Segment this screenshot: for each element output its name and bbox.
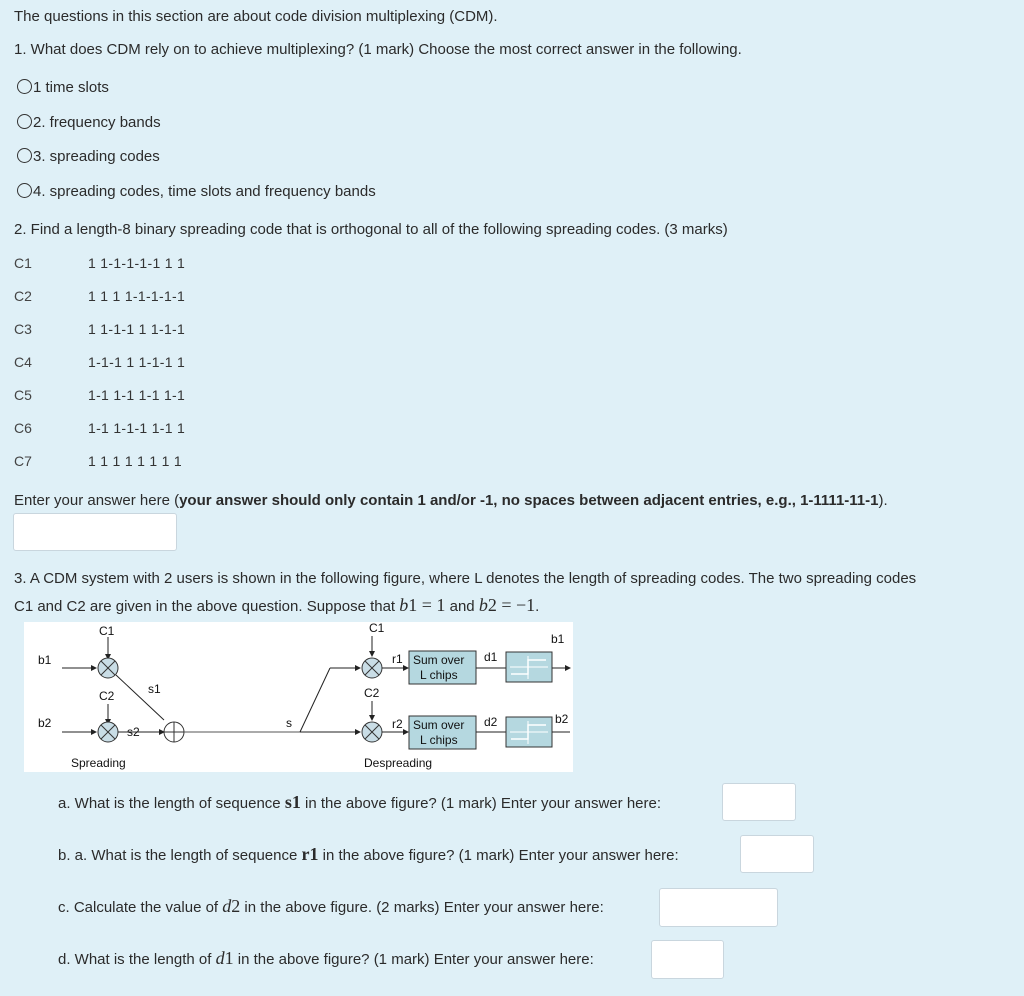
part-c-pre: c. Calculate the value of — [58, 899, 223, 916]
code-label: C2 — [14, 288, 32, 304]
c1-right-label: C1 — [369, 622, 385, 635]
q3b-answer-input[interactable] — [740, 835, 814, 873]
section-intro: The questions in this section are about code division multiplexing (CDM). — [14, 8, 498, 25]
c2-right-label: C2 — [364, 686, 380, 700]
d1-label: d1 — [484, 650, 498, 664]
multiplier-icon — [362, 658, 382, 678]
code-label: C6 — [14, 420, 32, 436]
b2-sub: 2 — [487, 595, 497, 615]
part-a-post: in the above figure? (1 mark) Enter your answer here: — [300, 795, 662, 812]
b1-right-label: b1 — [551, 632, 565, 646]
q1-option-4[interactable] — [17, 183, 376, 200]
b1-sub: 1 — [408, 595, 418, 615]
radio-icon[interactable] — [17, 148, 32, 163]
q2-answer-input[interactable] — [13, 513, 177, 551]
part-d-symbol: d — [215, 948, 225, 968]
q3-text-line1: 3. A CDM system with 2 users is shown in the following figure, where L denotes the length of spreading codes. The two spreading codes — [14, 570, 917, 587]
b1-left-label: b1 — [38, 653, 52, 667]
c2-left-label: C2 — [99, 689, 115, 703]
q3d-answer-input[interactable] — [651, 940, 724, 979]
part-c-sub: 2 — [231, 896, 241, 916]
prompt-bold: your answer should only contain 1 and/or -1, no spaces between adjacent entries, e.g., 1-1111-11-1 — [179, 492, 879, 509]
part-d-pre: d. What is the length of — [58, 951, 216, 968]
part-d-post: in the above figure? (1 mark) Enter your answer here: — [233, 951, 594, 968]
code-label: C1 — [14, 255, 32, 271]
part-d-sub: 1 — [224, 948, 234, 968]
code-label: C4 — [14, 354, 32, 370]
code-value: 1 1-1-1-1-1 1 1 — [88, 255, 186, 271]
decision-block-1 — [506, 652, 552, 682]
prompt-end: ). — [878, 492, 888, 509]
c1-left-label: C1 — [99, 624, 115, 638]
q1-option-1[interactable] — [17, 79, 109, 96]
spreading-label: Spreading — [71, 756, 126, 770]
q1-option-3-label: 3. spreading codes — [33, 148, 160, 165]
code-value: 1 1 1 1-1-1-1-1 — [88, 288, 186, 304]
q1-option-2-label: 2. frequency bands — [33, 114, 161, 131]
cdm-figure — [24, 622, 573, 772]
q3-part-d — [58, 948, 594, 969]
q1-text: 1. What does CDM rely on to achieve multiplexing? (1 mark) Choose the most correct answer in the following. — [14, 41, 742, 58]
q2-text: 2. Find a length-8 binary spreading code that is orthogonal to all of the following spreading codes. (3 marks) — [14, 221, 728, 238]
q1-option-1-label: 1 time slots — [33, 79, 109, 96]
multiplier-icon — [98, 658, 118, 678]
b1-symbol: b — [399, 595, 409, 615]
code-value: 1-1-1 1 1-1-1 1 — [88, 354, 186, 370]
prompt-start: Enter your answer here ( — [14, 492, 180, 509]
s-label: s — [286, 716, 292, 730]
q3-text-start: C1 and C2 are given in the above question. Suppose that — [14, 598, 400, 615]
q3c-answer-input[interactable] — [659, 888, 778, 927]
q3a-answer-input[interactable] — [722, 783, 796, 821]
part-c-symbol: d — [222, 896, 232, 916]
radio-icon[interactable] — [17, 79, 32, 94]
b2-symbol: b — [478, 595, 488, 615]
eq1: = 1 — [417, 595, 446, 615]
despreading-label: Despreading — [364, 756, 433, 770]
part-b-pre: b. a. What is the length of sequence — [58, 847, 302, 864]
part-b-post: in the above figure? (1 mark) Enter your answer here: — [318, 847, 679, 864]
decision-block-2 — [506, 717, 552, 747]
code-value: 1-1 1-1 1-1 1-1 — [88, 387, 186, 403]
code-label: C7 — [14, 453, 32, 469]
q1-option-2[interactable] — [17, 114, 161, 131]
r1-label: r1 — [392, 652, 403, 666]
sum2-line2: L chips — [420, 733, 458, 747]
code-value: 1 1-1-1 1 1-1-1 — [88, 321, 186, 337]
sum1-line2: L chips — [420, 668, 458, 682]
q3-part-c — [58, 896, 604, 917]
q3-part-b — [58, 844, 679, 865]
part-b-sub: 1 — [309, 844, 319, 864]
sum1-line1: Sum over — [413, 653, 465, 667]
adder-icon — [164, 722, 184, 742]
q2-answer-prompt — [14, 492, 888, 509]
part-a-pre: a. What is the length of sequence — [58, 795, 285, 812]
d2-label: d2 — [484, 715, 498, 729]
radio-icon[interactable] — [17, 183, 32, 198]
q3-part-a — [58, 792, 661, 813]
radio-icon[interactable] — [17, 114, 32, 129]
b2-right-label: b2 — [555, 712, 569, 726]
split-line — [300, 668, 330, 732]
r2-label: r2 — [392, 717, 403, 731]
eq2: = −1 — [496, 595, 536, 615]
s1-label: s1 — [148, 682, 161, 696]
code-value: 1 1 1 1 1 1 1 1 — [88, 453, 183, 469]
and-text: and — [445, 598, 479, 615]
b2-left-label: b2 — [38, 716, 52, 730]
q3-text-line2 — [14, 595, 539, 616]
sum2-line1: Sum over — [413, 718, 465, 732]
period: . — [535, 598, 540, 615]
part-a-sub: 1 — [291, 792, 301, 812]
part-a-symbol: s — [284, 792, 292, 812]
s2-label: s2 — [127, 725, 140, 739]
q1-option-3[interactable] — [17, 148, 160, 165]
multiplier-icon — [362, 722, 382, 742]
code-label: C3 — [14, 321, 32, 337]
q1-option-4-label: 4. spreading codes, time slots and frequency bands — [33, 183, 376, 200]
cdm-diagram — [24, 622, 573, 772]
code-value: 1-1 1-1-1 1-1 1 — [88, 420, 186, 436]
part-c-post: in the above figure. (2 marks) Enter your answer here: — [240, 899, 604, 916]
code-label: C5 — [14, 387, 32, 403]
part-b-symbol: r — [301, 844, 310, 864]
multiplier-icon — [98, 722, 118, 742]
